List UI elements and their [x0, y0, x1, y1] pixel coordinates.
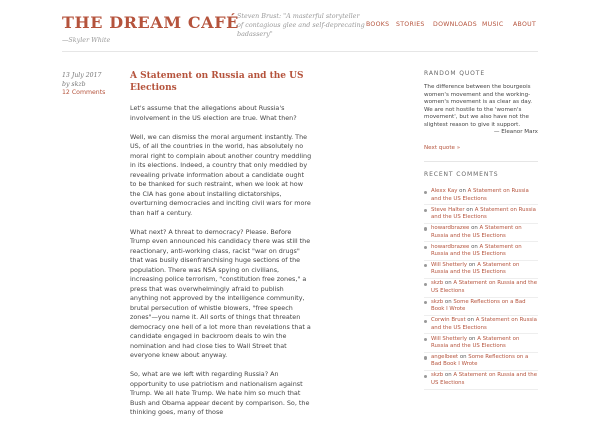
- comment-author-icon: [424, 246, 427, 249]
- recent-comment: [424, 279, 538, 297]
- comment-on-text: on: [459, 354, 467, 361]
- comment-post-link[interactable]: A Statement on Russia and the US Elections: [431, 206, 536, 221]
- comment-post-link[interactable]: A Statement on Russia and the US Elections: [431, 335, 520, 350]
- comment-post-link[interactable]: Some Reflections on a Bad Book I Wrote: [431, 298, 526, 313]
- recent-comment: [424, 334, 538, 352]
- comment-author-icon: [424, 320, 427, 323]
- recent-comment: [424, 187, 538, 205]
- site-title[interactable]: THE DREAM CAFÉ: [62, 13, 239, 32]
- post-meta: [62, 72, 105, 98]
- nav-music[interactable]: MUSIC: [482, 21, 504, 28]
- comment-author-icon: [424, 209, 427, 212]
- comment-author-icon: [424, 375, 427, 378]
- comment-author-link[interactable]: Alexx Kay: [431, 188, 458, 195]
- comment-post-link[interactable]: A Statement on Russia and the US Elections: [431, 372, 538, 386]
- comment-author-link[interactable]: skzb: [431, 298, 444, 305]
- comment-author-link[interactable]: howardbrazee: [431, 243, 470, 250]
- comment-on-text: on: [467, 317, 475, 324]
- comment-on-text: on: [468, 335, 476, 342]
- post-date: 13 July 2017: [62, 72, 102, 79]
- recent-comment: [424, 205, 538, 223]
- comment-author-icon: [424, 227, 427, 230]
- post-paragraph: Let's assume that the allegations about Russia's involvement in the US election are true. What then?: [130, 104, 297, 122]
- recent-comment: [424, 298, 538, 316]
- comment-author-icon: [424, 283, 427, 286]
- tagline-attribution: —Skyler White: [62, 36, 111, 44]
- post-paragraph: What next? A threat to democracy? Please. Before Trump even announced his candidacy there was still the reactionary, anti-working class, racist "war on drugs" that was busily disenfranchising huge sections of the population. There was NSA spying on civilians, increasing police terrorism, "constitution free zones," a press that was overwhelmingly afraid to publish anything not approved by the intelligence community, brutal persecution of whistle blowers, "free speech zones"—you name it. All sorts of things that threaten democracy one hell of a lot more than revelations that a candidate engaged in backroom deals to win the nomination and had close ties to Wall Street that everyone knew about anyway.: [130, 227, 311, 359]
- post-article: [130, 70, 312, 427]
- recent-comment: [424, 242, 538, 260]
- comment-on-text: on: [444, 280, 452, 287]
- comment-author-link[interactable]: Will Shetterly: [431, 335, 468, 342]
- comment-author-icon: [424, 191, 427, 194]
- comment-on-text: on: [444, 298, 452, 305]
- site-tagline: Steven Brust: "A masterful storyteller of contagious glee and self-deprecating badassery": [237, 12, 365, 38]
- next-quote-link[interactable]: Next quote »: [424, 145, 461, 152]
- comment-post-link[interactable]: A Statement on Russia and the US Elections: [431, 317, 537, 331]
- post-paragraph: Well, we can dismiss the moral argument instantly. The US, of all the countries in the world, has absolutely no moral right to complain about another country meddling in its elections. Indeed, a country that only meddled by revealing private information about a candidate ought to be thanked for such restraint, when we look at how the CIA has gone about installing dictatorships, overturning democracies and inciting civil wars for more than half a century.: [130, 132, 312, 217]
- post-paragraph: So, what are we left with regarding Russia? An opportunity to use patriotism and nationalism against Trump. We all hate Trump. We hate him so much that Bush and Obama appear decent by comparison. So, the thinking goes, many of those: [130, 370, 310, 416]
- comment-author-icon: [424, 338, 427, 341]
- comment-post-link[interactable]: Some Reflections on a Bad Book I Wrote: [431, 354, 529, 368]
- nav-downloads[interactable]: DOWNLOADS: [433, 21, 477, 28]
- recent-comment: [424, 224, 538, 242]
- random-quote-text: The difference between the bourgeois women's movement and the working-women's movement is as clear as day. We are not hostile to the 'women's movement', but we also have not the slightest reason to give it support.: [424, 84, 533, 128]
- comment-author-link[interactable]: Corwin Brust: [431, 317, 466, 324]
- comment-author-link[interactable]: skzb: [431, 280, 444, 287]
- comment-author-link[interactable]: howardbrazee: [431, 225, 470, 232]
- random-quote-heading: RANDOM QUOTE: [424, 70, 486, 77]
- sidebar: [424, 70, 538, 390]
- sidebar-divider: [424, 161, 538, 162]
- comment-post-link[interactable]: A Statement on Russia and the US Elections: [431, 280, 538, 294]
- post-byline: by skzb: [62, 80, 86, 88]
- comment-post-link[interactable]: A Statement on Russia and the US Elections: [431, 261, 520, 276]
- comment-on-text: on: [468, 261, 476, 268]
- recent-comment: [424, 353, 538, 371]
- post-comments-link[interactable]: 12 Comments: [62, 89, 106, 96]
- comment-on-text: on: [444, 372, 452, 379]
- comment-author-link[interactable]: angelbeet: [431, 354, 459, 361]
- recent-comments-list: [424, 187, 538, 389]
- comment-author-link[interactable]: Will Shetterly: [431, 261, 468, 268]
- comment-on-text: on: [466, 206, 474, 213]
- random-quote-author: — Eleanor Marx: [493, 129, 538, 136]
- comment-author-link[interactable]: Steve Halter: [431, 206, 465, 213]
- recent-comment: [424, 371, 538, 389]
- site-header: [0, 0, 600, 52]
- recent-comments-heading: RECENT COMMENTS: [424, 171, 499, 179]
- comment-on-text: on: [471, 225, 478, 232]
- post-title[interactable]: A Statement on Russia and the US Elections: [130, 71, 304, 93]
- nav-books[interactable]: BOOKS: [366, 21, 390, 28]
- comment-post-link[interactable]: A Statement on Russia and the US Elections: [431, 243, 522, 257]
- nav-about[interactable]: ABOUT: [513, 21, 537, 28]
- comment-post-link[interactable]: A Statement on Russia and the US Elections: [431, 188, 529, 202]
- recent-comment: [424, 261, 538, 279]
- comment-author-icon: [424, 301, 427, 304]
- comment-author-icon: [424, 264, 427, 267]
- recent-comment: [424, 316, 538, 334]
- comment-author-icon: [424, 356, 427, 359]
- comment-author-link[interactable]: skzb: [431, 372, 444, 379]
- header-divider: [62, 51, 538, 52]
- comment-on-text: on: [459, 188, 466, 195]
- comment-on-text: on: [471, 243, 478, 250]
- comment-post-link[interactable]: A Statement on Russia and the US Elections: [431, 225, 522, 239]
- nav-stories[interactable]: STORIES: [396, 21, 425, 28]
